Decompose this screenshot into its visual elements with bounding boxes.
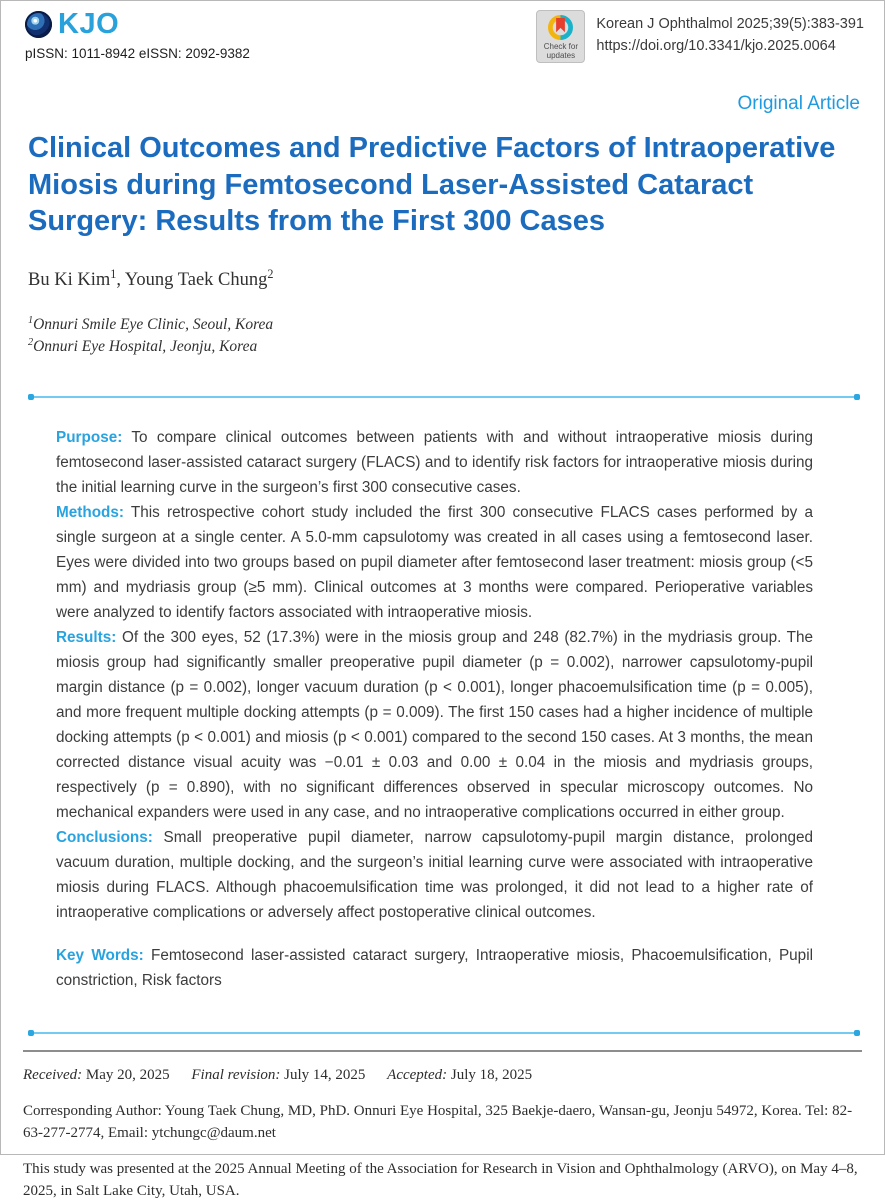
affiliation-marker: 2 xyxy=(28,337,34,349)
final-revision-date xyxy=(191,1067,365,1083)
methods-text: This retrospective cohort study included the first 300 consecutive FLACS cases performed by a single surgeon at a single center. A 5.0-mm capsulotomy was created in all cases using a femtosecond laser. Eyes were divided into two groups based on pupil diameter after femtosecond laser treatment: miosis group (<5 mm) and mydriasis group (≥5 mm). Clinical outcomes at 3 months were compared. Perioperative variables were analyzed to identify factors associated with intraoperative miosis. xyxy=(56,504,813,621)
author-line xyxy=(28,267,884,291)
journal-logo-text: KJO xyxy=(58,8,120,40)
final-revision-value: July 14, 2025 xyxy=(284,1067,366,1083)
abstract-body xyxy=(28,398,860,993)
accepted-date xyxy=(387,1067,532,1083)
affiliation-marker: 1 xyxy=(28,314,34,326)
author-separator: , xyxy=(116,269,125,290)
purpose-label: Purpose: xyxy=(56,429,123,446)
abstract-top-rule xyxy=(28,396,860,398)
received-label: Received: xyxy=(23,1067,83,1083)
accepted-label: Accepted: xyxy=(387,1067,448,1083)
author-affil-marker: 2 xyxy=(267,266,274,281)
conclusions-label: Conclusions: xyxy=(56,829,153,846)
page-header xyxy=(1,1,884,63)
header-right xyxy=(536,10,864,63)
citation-block xyxy=(596,10,864,58)
doi-link[interactable]: https://doi.org/10.3341/kjo.2025.0064 xyxy=(596,37,836,54)
purpose-text: To compare clinical outcomes between patients with and without intraoperative miosis during femtosecond laser-assisted cataract surgery (FLACS) and to identify risk factors for intraoperative miosis during the initial learning curve in the surgeon’s first 300 consecutive cases. xyxy=(56,429,813,496)
methods-label: Methods: xyxy=(56,504,124,521)
crossmark-icon xyxy=(547,14,574,41)
received-date xyxy=(23,1067,170,1083)
author-affil-marker: 1 xyxy=(110,266,117,281)
author-name: Young Taek Chung xyxy=(124,269,268,290)
affiliations xyxy=(28,314,884,359)
journal-logo xyxy=(25,10,250,39)
abstract-bottom-rule xyxy=(28,1032,860,1034)
badge-caption-line2: updates xyxy=(546,51,576,61)
conclusions-text: Small preoperative pupil diameter, narrow capsulotomy-pupil margin distance, prolonged vacuum duration, multiple docking, and the surgeon’s initial learning curve were associated with intraoperative miosis during FLACS. Although phacoemulsification time was prolonged, it did not lead to a higher rate of intraoperative complications or adversely affect postoperative clinical outcomes. xyxy=(56,829,813,921)
abstract-results xyxy=(56,625,813,825)
article-title: Clinical Outcomes and Predictive Factors of Intraoperative Miosis during Femtosecond Laser-Assisted Cataract Surgery: Results from the First 300 Cases xyxy=(28,132,836,238)
corresponding-author-note: Corresponding Author: Young Taek Chung, MD, PhD. Onnuri Eye Hospital, 325 Baekje-daero, Wansan-gu, Jeonju 54972, Korea. Tel: 82-63-277-2774, Email: ytchungc@daum.net xyxy=(23,1102,853,1141)
badge-caption xyxy=(544,42,578,60)
accepted-value: July 18, 2025 xyxy=(450,1067,533,1083)
keywords-text: Femtosecond laser-assisted cataract surgery, Intraoperative miosis, Phacoemulsification, Pupil constriction, Risk factors xyxy=(56,947,813,989)
abstract-methods xyxy=(56,500,813,625)
abstract-purpose xyxy=(56,425,813,500)
keywords-label: Key Words: xyxy=(56,947,144,964)
presentation-note: This study was presented at the 2025 Annual Meeting of the Association for Research in Vision and Ophthalmology (ARVO), on May 4–8, 2025, in Salt Lake City, Utah, USA. xyxy=(23,1160,858,1199)
received-value: May 20, 2025 xyxy=(85,1067,170,1083)
affiliation-text: Onnuri Eye Hospital, Jeonju, Korea xyxy=(33,338,258,356)
abstract-conclusions xyxy=(56,825,813,925)
article-footer xyxy=(23,1050,862,1203)
history-dates-line xyxy=(23,1052,862,1087)
final-revision-label: Final revision: xyxy=(191,1067,281,1083)
citation-text: Korean J Ophthalmol 2025;39(5):383-391 xyxy=(596,16,864,32)
affiliation-text: Onnuri Smile Eye Clinic, Seoul, Korea xyxy=(33,315,274,333)
abstract-section xyxy=(28,396,860,1034)
article-type-label: Original Article xyxy=(737,93,860,114)
affiliation-line xyxy=(28,336,884,359)
results-text: Of the 300 eyes, 52 (17.3%) were in the miosis group and 248 (82.7%) in the mydriasis group. The miosis group had significantly smaller preoperative pupil diameter (p = 0.002), narrower capsulotomy-pupil margin distance (p = 0.002), longer vacuum duration (p < 0.001), longer phacoemulsification time (p = 0.005), and more frequent multiple docking attempts (p = 0.009). The first 150 cases had a higher incidence of multiple docking attempts (p < 0.001) and miosis (p < 0.001) compared to the second 150 cases. At 3 months, the mean corrected distance visual acuity was −0.01 ± 0.03 and 0.00 ± 0.04 in the miosis and mydriasis groups, respectively (p = 0.890), with no significant differences observed in specular microscopy outcomes. No mechanical expanders were used in any case, and no intraoperative complications occurred in either group. xyxy=(56,629,813,821)
issn-line: pISSN: 1011-8942 eISSN: 2092-9382 xyxy=(25,46,250,61)
results-label: Results: xyxy=(56,629,117,646)
check-for-updates-badge[interactable] xyxy=(536,10,585,63)
journal-brand xyxy=(25,10,250,63)
keywords-paragraph xyxy=(56,943,813,993)
eye-logo-icon xyxy=(25,11,52,38)
badge-caption-line1: Check for xyxy=(543,42,578,51)
affiliation-line xyxy=(28,314,884,337)
author-name: Bu Ki Kim xyxy=(28,269,111,290)
